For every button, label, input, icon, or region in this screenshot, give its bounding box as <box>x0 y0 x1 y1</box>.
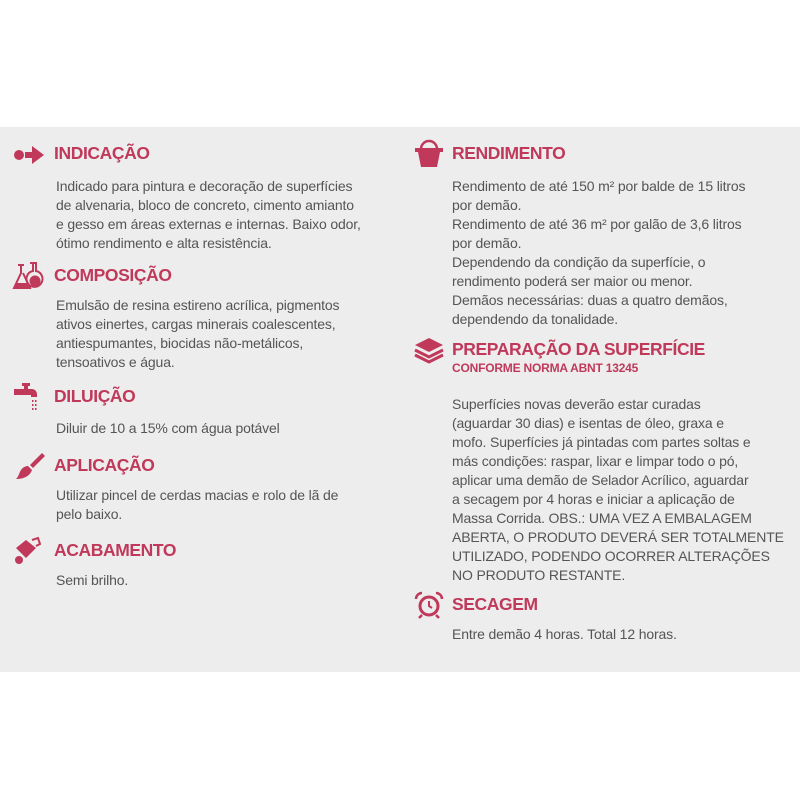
body-line: por demão. <box>452 235 522 251</box>
body-line: Superfícies novas deverão estar curadas <box>452 396 701 412</box>
section-body <box>452 625 677 644</box>
paintbrush-icon <box>12 451 46 481</box>
body-line: Dependendo da condição da superfície, o <box>452 254 706 270</box>
body-line: ótimo rendimento e alta resistência. <box>56 235 272 251</box>
section-title: DILUIÇÃO <box>54 386 136 406</box>
body-line: a secagem por 4 horas e iniciar a aplicação de <box>452 491 735 507</box>
body-line: Rendimento de até 150 m² por balde de 15 litros <box>452 178 746 194</box>
section-title: SECAGEM <box>452 594 538 614</box>
body-line: Diluir de 10 a 15% com água potável <box>56 420 280 436</box>
section-body <box>56 177 361 253</box>
body-line: (aguardar 30 dias) e isentas de óleo, graxa e <box>452 415 724 431</box>
section-title: COMPOSIÇÃO <box>54 265 172 285</box>
section-title: PREPARAÇÃO DA SUPERFÍCIE <box>452 339 705 359</box>
body-line: más condições: raspar, lixar e limpar todo o pó, <box>452 453 739 469</box>
body-line: Utilizar pincel de cerdas macias e rolo de lã de <box>56 487 339 503</box>
section-subtitle: CONFORME NORMA ABNT 13245 <box>452 361 639 375</box>
section-title: RENDIMENTO <box>452 143 566 163</box>
bucket-icon <box>412 139 446 169</box>
arrow-right-icon <box>12 140 46 170</box>
body-line: por demão. <box>452 197 522 213</box>
body-line: mofo. Superfícies já pintadas com partes soltas e <box>452 434 751 450</box>
body-line: UTILIZADO, PODENDO OCORRER ALTERAÇÕES <box>452 548 770 564</box>
section-body <box>452 395 784 585</box>
paint-can-icon <box>12 536 46 566</box>
body-line: Entre demão 4 horas. Total 12 horas. <box>452 626 677 642</box>
faucet-icon <box>12 381 46 411</box>
body-line: ABERTA, O PRODUTO DEVERÁ SER TOTALMENTE <box>452 529 784 545</box>
section-title: ACABAMENTO <box>54 540 177 560</box>
flask-icon <box>12 261 46 291</box>
body-line: aplicar uma demão de Selador Acrílico, aguardar <box>452 472 749 488</box>
section-title: APLICAÇÃO <box>54 455 155 475</box>
body-line: antiespumantes, biocidas não-metálicos, <box>56 335 304 351</box>
body-line: rendimento poderá ser maior ou menor. <box>452 273 693 289</box>
section-body <box>56 486 338 524</box>
body-line: Semi brilho. <box>56 572 129 588</box>
layers-icon <box>412 335 446 365</box>
body-line: dependendo da tonalidade. <box>452 311 618 327</box>
body-line: NO PRODUTO RESTANTE. <box>452 567 626 583</box>
section-body <box>56 419 280 438</box>
body-line: ativos einertes, cargas minerais coalescentes, <box>56 316 336 332</box>
section-body <box>56 571 128 590</box>
alarm-clock-icon <box>412 590 446 620</box>
body-line: Emulsão de resina estireno acrílica, pigmentos <box>56 297 340 313</box>
body-line: pelo baixo. <box>56 506 123 522</box>
body-line: Rendimento de até 36 m² por galão de 3,6 litros <box>452 216 742 232</box>
body-line: Demãos necessárias: duas a quatro demãos, <box>452 292 728 308</box>
body-line: de alvenaria, bloco de concreto, cimento amianto <box>56 197 354 213</box>
section-title: INDICAÇÃO <box>54 143 150 163</box>
body-line: tensoativos e água. <box>56 354 175 370</box>
body-line: e gesso em áreas externas e internas. Baixo odor, <box>56 216 361 232</box>
section-body <box>56 296 339 372</box>
section-body <box>452 177 745 329</box>
body-line: Indicado para pintura e decoração de superfícies <box>56 178 353 194</box>
body-line: Massa Corrida. OBS.: UMA VEZ A EMBALAGEM <box>452 510 752 526</box>
